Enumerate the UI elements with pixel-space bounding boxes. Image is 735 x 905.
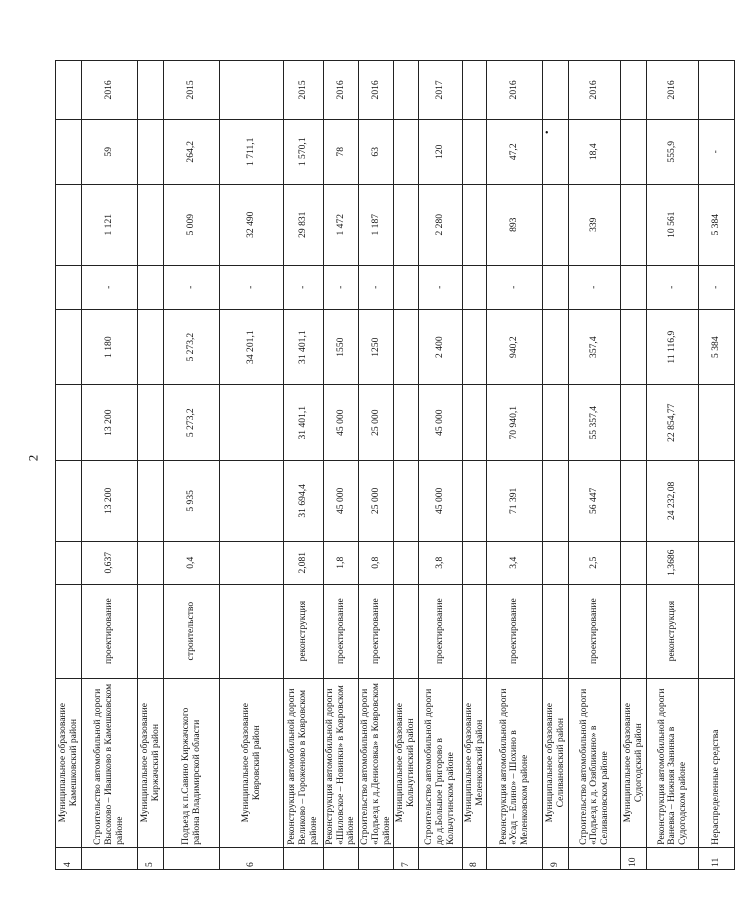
table-row [418,61,462,870]
section-row [138,61,164,870]
section-title: Муниципальное образование Ковровский район [220,678,284,847]
length-km: 0,637 [82,541,138,584]
estimated-cost: 31 694,4 [284,460,324,541]
regional-amount: 339 [569,184,621,265]
period-amount: 1550 [324,309,359,385]
municipal-amount: 59 [82,119,138,184]
work-type: проектирование [82,584,138,678]
total-amount: 45 000 [418,385,462,461]
object-name: Реконструкция автомобильной дороги «Усад – Елино» – Шохино в Меленковском районе [487,678,543,847]
table-row [284,61,324,870]
object-name: Реконструкция автомобильной дороги Ваневка – Нижняя Занинка в Судогодском районе [647,678,699,847]
total-amount: 70 940,1 [487,385,543,461]
estimated-cost: 24 232,08 [647,460,699,541]
work-type: проектирование [359,584,394,678]
table-row [487,61,543,870]
municipal-amount: 18,4 [569,119,621,184]
section-index: 8 [462,847,486,869]
federal-amount: - [569,265,621,309]
year: 2016 [569,61,621,120]
estimated-cost: 13 200 [82,460,138,541]
municipal-amount: 63 [359,119,394,184]
object-name: Нераспределенные средства [699,678,735,847]
year: 2016 [487,61,543,120]
regional-amount: 5 384 [699,184,735,265]
regional-amount: 1 472 [324,184,359,265]
estimated-cost: 25 000 [359,460,394,541]
table-row [82,61,138,870]
rotated-table-container [55,60,722,870]
section-row [220,61,284,870]
federal-amount: - [220,265,284,309]
section-index: 6 [220,847,284,869]
federal-amount: - [359,265,394,309]
total-amount: 13 200 [82,385,138,461]
work-type: проектирование [569,584,621,678]
object-name: Строительство автомобильной дороги «Подъезд к д.Денисовка» в Ковровском районе [359,678,394,847]
total-amount: 31 401,1 [284,385,324,461]
work-type: проектирование [418,584,462,678]
regional-amount: 10 561 [647,184,699,265]
section-index: 5 [138,847,164,869]
section-row [462,61,486,870]
table-row-unallocated [699,61,735,870]
object-name: Строительство автомобильной дороги «Подъезд к д. Озябликино» в Селивановском районе [569,678,621,847]
regional-amount: 1 121 [82,184,138,265]
total-amount: 25 000 [359,385,394,461]
federal-amount: - [164,265,220,309]
federal-amount: - [284,265,324,309]
municipal-amount: 264,2 [164,119,220,184]
estimated-cost: 45 000 [324,460,359,541]
period-amount: 357,4 [569,309,621,385]
object-name: Подъезд к п.Савино Киржачского района Владимирской области [164,678,220,847]
period-amount: 31 401,1 [284,309,324,385]
section-index: 7 [394,847,418,869]
work-type: проектирование [487,584,543,678]
estimated-cost: 5 935 [164,460,220,541]
year: 2017 [418,61,462,120]
federal-amount: - [324,265,359,309]
stray-mark: • [545,128,549,139]
section-row [621,61,647,870]
table-row [324,61,359,870]
work-type: строительство [164,584,220,678]
work-type: проектирование [324,584,359,678]
federal-amount: - [418,265,462,309]
estimated-cost: 56 447 [569,460,621,541]
year: 2016 [82,61,138,120]
regional-amount: 2 280 [418,184,462,265]
period-amount: 2 400 [418,309,462,385]
regional-amount: 32 490 [220,184,284,265]
estimated-cost: 71 391 [487,460,543,541]
period-amount: 34 201,1 [220,309,284,385]
length-km: 3,8 [418,541,462,584]
length-km: 2,5 [569,541,621,584]
length-km: 2,081 [284,541,324,584]
section-row [56,61,82,870]
section-index: 9 [543,847,569,869]
period-amount: 11 116,9 [647,309,699,385]
length-km: 1,3686 [647,541,699,584]
period-amount: 5 273,2 [164,309,220,385]
table-row [569,61,621,870]
section-row [543,61,569,870]
work-type: реконструкция [647,584,699,678]
object-name: Реконструкция автомобильной дороги «Шиловское – Новинки» в Ковровском районе [324,678,359,847]
year: 2015 [164,61,220,120]
table-row [647,61,699,870]
total-amount: 5 273,2 [164,385,220,461]
period-amount: 1250 [359,309,394,385]
work-type: реконструкция [284,584,324,678]
length-km: 1,8 [324,541,359,584]
total-amount: 22 854,77 [647,385,699,461]
section-title: Муниципальное образование Камешковский район [56,678,82,847]
object-name: Реконструкция автомобильной дороги Великово – Гороженово в Ковровском районе [284,678,324,847]
total-amount: 45 000 [324,385,359,461]
section-index: 11 [699,847,735,869]
year: 2016 [359,61,394,120]
total-amount: 55 357,4 [569,385,621,461]
federal-amount: - [487,265,543,309]
regional-amount: 1 187 [359,184,394,265]
year: 2015 [284,61,324,120]
section-row [394,61,418,870]
section-title: Муниципальное образование Селивановский район [543,678,569,847]
municipal-amount: 47,2 [487,119,543,184]
regional-amount: 29 831 [284,184,324,265]
object-name: Строительство автомобильной дороги до д.Большое Григорово в Кольчугинском районе [418,678,462,847]
municipal-amount: - [699,119,735,184]
section-title: Муниципальное образование Судогодский район [621,678,647,847]
municipal-amount: 555,9 [647,119,699,184]
federal-amount: - [647,265,699,309]
year: 2016 [647,61,699,120]
length-km: 3,4 [487,541,543,584]
object-name: Строительство автомобильной дороги Высоково – Ивашково в Камешковском районе [82,678,138,847]
regional-amount: 893 [487,184,543,265]
section-title: Муниципальное образование Кольчугинский район [394,678,418,847]
municipal-amount: 1 570,1 [284,119,324,184]
period-amount: 5 384 [699,309,735,385]
section-index: 4 [56,847,82,869]
funding-table [55,60,735,870]
federal-amount: - [699,265,735,309]
period-amount: 1 180 [82,309,138,385]
estimated-cost: 45 000 [418,460,462,541]
section-title: Муниципальное образование Киржачский район [138,678,164,847]
length-km: 0,8 [359,541,394,584]
table-row [359,61,394,870]
municipal-amount: 1 711,1 [220,119,284,184]
federal-amount: - [82,265,138,309]
municipal-amount: 78 [324,119,359,184]
table-row [164,61,220,870]
period-amount: 940,2 [487,309,543,385]
year: 2016 [324,61,359,120]
regional-amount: 5 009 [164,184,220,265]
section-title: Муниципальное образование Меленковский район [462,678,486,847]
length-km: 0,4 [164,541,220,584]
section-index: 10 [621,847,647,869]
page-number: 2 [25,454,41,462]
municipal-amount: 120 [418,119,462,184]
